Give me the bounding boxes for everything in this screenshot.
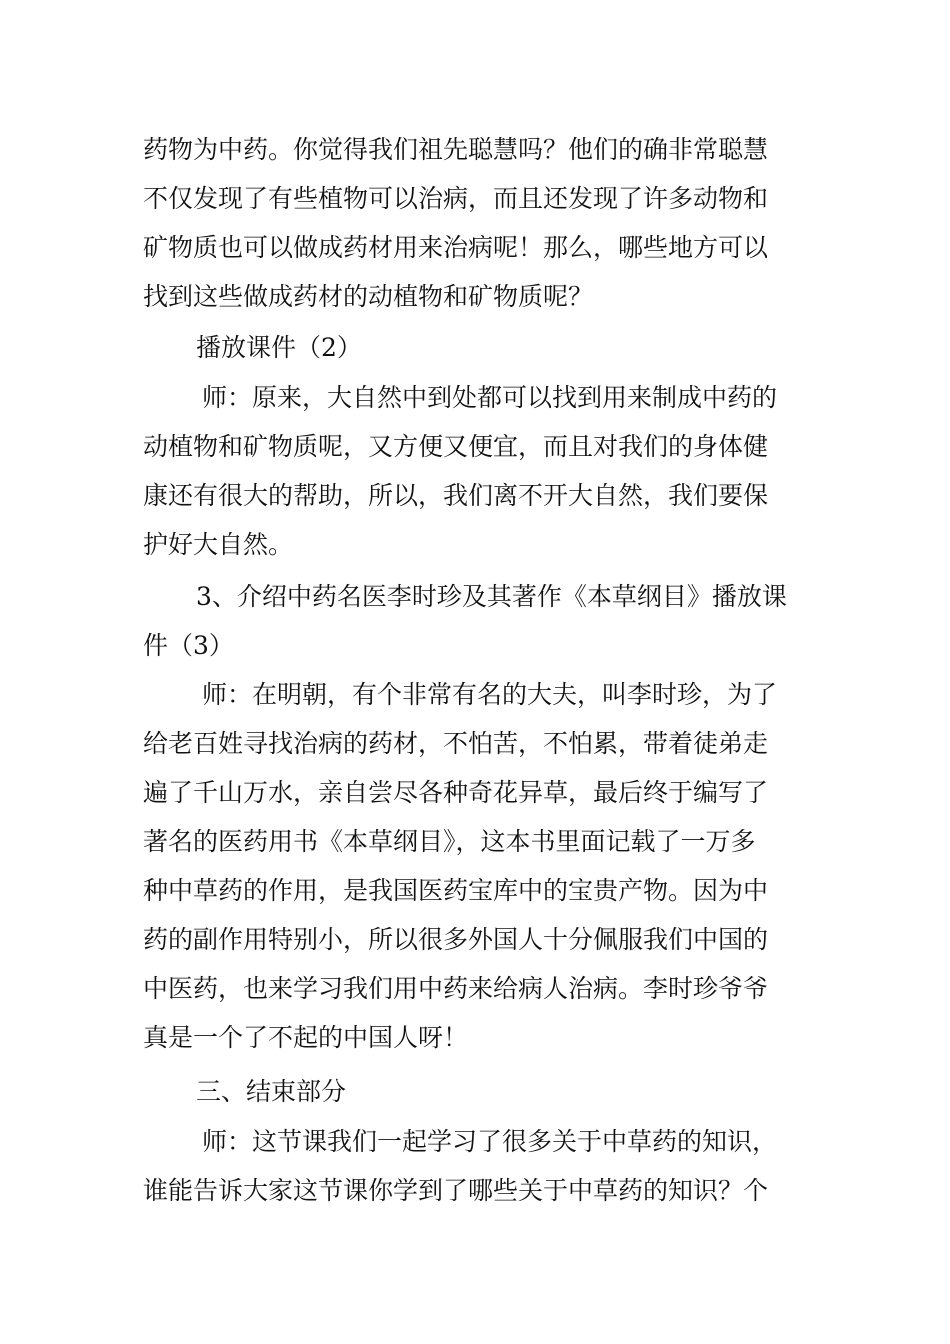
paragraph-line: 给老百姓寻找治病的药材，不怕苦，不怕累，带着徒弟走 <box>143 729 769 758</box>
courseware-note: 播放课件（2） <box>196 333 362 362</box>
paragraph-line: 药的副作用特别小，所以很多外国人十分佩服我们中国的 <box>143 925 769 954</box>
paragraph-line: 谁能告诉大家这节课你学到了哪些关于中草药的知识？个 <box>143 1176 769 1205</box>
paragraph-line: 药物为中药。你觉得我们祖先聪慧吗？他们的确非常聪慧 <box>143 135 769 164</box>
paragraph-line: 护好大自然。 <box>143 530 294 559</box>
paragraph-line: 著名的医药用书《本草纲目》，这本书里面记载了一万多 <box>143 827 756 856</box>
paragraph-line: 中医药，也来学习我们用中药来给病人治病。李时珍爷爷 <box>143 974 769 1003</box>
paragraph-line: 遍了千山万水，亲自尝尽各种奇花异草，最后终于编写了 <box>143 778 769 807</box>
paragraph-line: 种中草药的作用，是我国医药宝库中的宝贵产物。因为中 <box>143 876 769 905</box>
paragraph-line: 不仅发现了有些植物可以治病，而且还发现了许多动物和 <box>143 184 769 213</box>
section-heading: 三、结束部分 <box>196 1077 347 1106</box>
teacher-line: 师：在明朝，有个非常有名的大夫，叫李时珍，为了 <box>202 680 778 709</box>
teacher-line: 师：这节课我们一起学习了很多关于中草药的知识， <box>202 1127 778 1156</box>
teacher-line: 师：原来，大自然中到处都可以找到用来制成中药的 <box>202 383 778 412</box>
section-heading: 3、介绍中药名医李时珍及其著作《本草纲目》播放课 <box>196 582 787 611</box>
paragraph-line: 动植物和矿物质呢，又方便又便宜，而且对我们的身体健 <box>143 432 769 461</box>
paragraph-line: 真是一个了不起的中国人呀！ <box>143 1023 469 1052</box>
paragraph-line: 找到这些做成药材的动植物和矿物质呢？ <box>143 282 594 311</box>
paragraph-line: 件（3） <box>143 631 234 660</box>
paragraph-line: 康还有很大的帮助，所以，我们离不开大自然，我们要保 <box>143 481 769 510</box>
paragraph-line: 矿物质也可以做成药材用来治病呢！那么，哪些地方可以 <box>143 233 769 262</box>
